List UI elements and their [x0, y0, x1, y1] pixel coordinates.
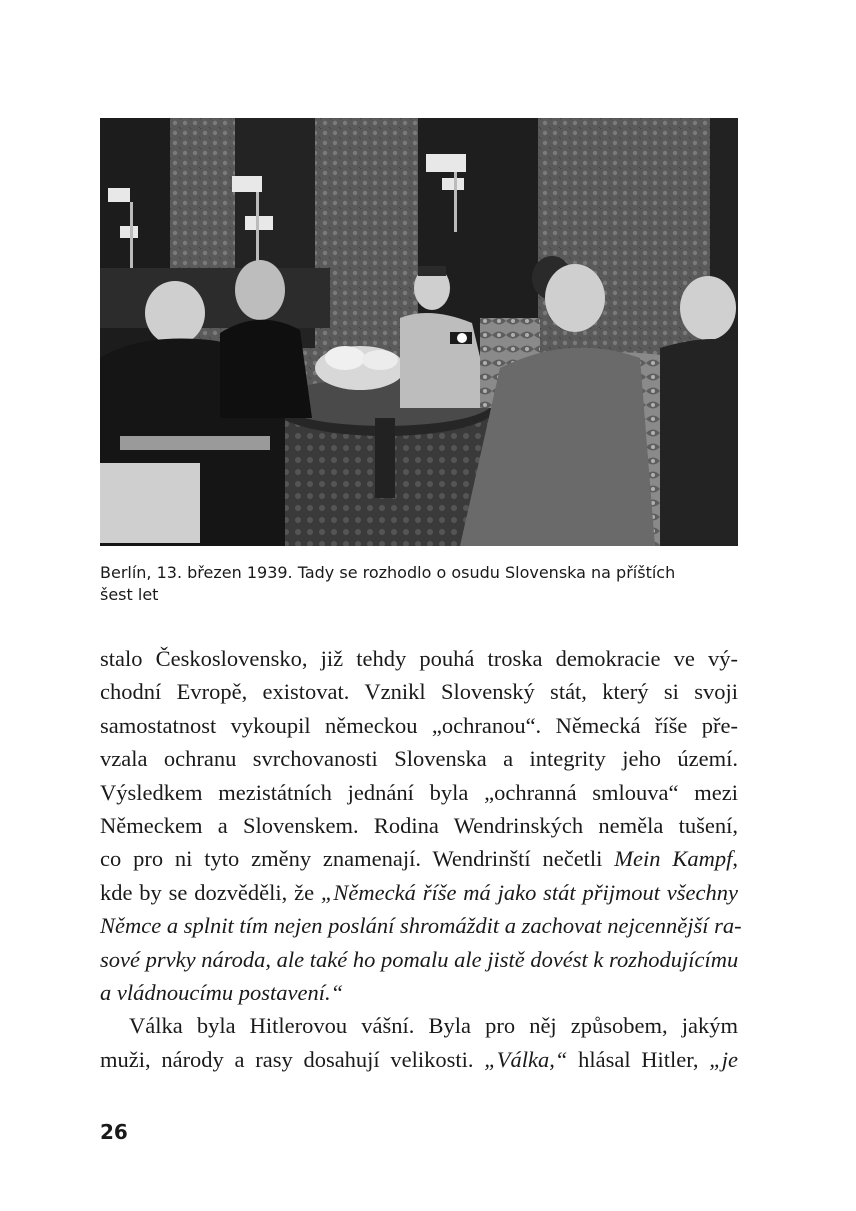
photograph-icon: [100, 118, 738, 546]
caption-line: Berlín, 13. březen 1939. Tady se rozhodlo o osudu Slovenska na příštích: [100, 563, 676, 582]
quotation: sové prvky národa, ale také ho pomalu ale jistě dovést k rozhodujícímu: [100, 946, 739, 972]
archival-photograph: [100, 118, 738, 546]
text-line: [100, 943, 738, 976]
text-line: Výsledkem mezistátních jednání byla „ochranná smlouva“ mezi: [100, 779, 738, 805]
text-line: stalo Československo, již tehdy pouhá troska demokracie ve vý-: [100, 646, 738, 671]
quotation: „Válka,“: [484, 1046, 568, 1072]
text-segment: ,: [732, 846, 738, 872]
photo-caption: [100, 562, 740, 606]
text-line: chodní Evropě, existovat. Vznikl Slovenský stát, který si svoji: [100, 679, 738, 705]
text-line: [100, 876, 738, 909]
text-line: Válka byla Hitlerovou vášní. Byla pro něj způsobem, jakým: [129, 1013, 738, 1039]
quotation: a vládnoucímu postavení.“: [100, 979, 344, 1005]
text-segment: co pro ni tyto změny znamenají. Wendrinští nečetli: [100, 846, 615, 872]
book-title: Mein Kampf: [614, 846, 733, 872]
text-line: [100, 909, 742, 942]
text-segment: hlásal Hitler,: [567, 1046, 710, 1072]
text-line: [100, 842, 738, 875]
quotation: „Německá říše má jako stát přijmout všechny: [320, 879, 739, 905]
text-line: Německem a Slovenskem. Rodina Wendrinských neměla tušení,: [100, 812, 738, 838]
body-text: [100, 642, 742, 1076]
text-line: [100, 976, 738, 1009]
text-line: [100, 1043, 738, 1076]
quotation: „je: [709, 1046, 738, 1072]
caption-line: šest let: [100, 585, 159, 604]
quotation: Němce a splnit tím nejen poslání shromáždit a zachovat nejcennější ra-: [100, 913, 742, 939]
text-segment: kde by se dozvěděli, že: [100, 879, 321, 905]
text-line: vzala ochranu svrchovanosti Slovenska a integrity jeho území.: [100, 746, 738, 772]
text-segment: muži, národy a rasy dosahují velikosti.: [100, 1046, 485, 1072]
text-line: samostatnost vykoupil německou „ochranou“. Německá říše pře-: [100, 712, 738, 738]
page-number: 26: [100, 1120, 128, 1144]
